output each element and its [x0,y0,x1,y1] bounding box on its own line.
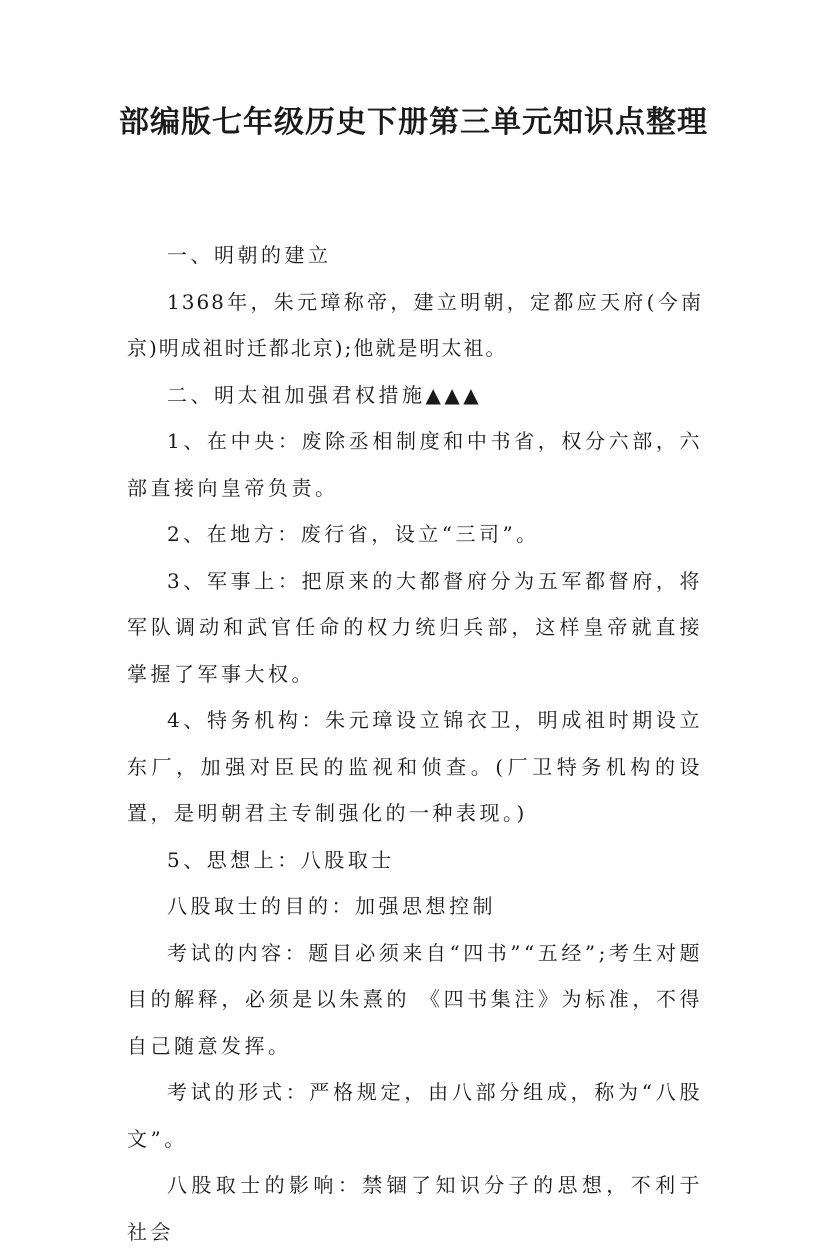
paragraph-military: 3、军事上：把原来的大都督府分为五军都督府，将军队调动和武官任命的权力统归兵部，这样皇帝就直接掌握了军事大权。 [127,568,703,686]
paragraph-exam-content: 考试的内容：题目必须来自“四书”“五经”;考生对题目的解释，必须是以朱熹的 《四书集注》为标准，不得自己随意发挥。 [127,940,703,1058]
document-body [127,232,703,1255]
paragraph-ming-founding: 1368年，朱元璋称帝，建立明朝，定都应天府(今南京)明成祖时迁都北京);他就是明太祖。 [127,289,703,360]
paragraph-local: 2、在地方：废行省，设立“三司”。 [167,522,540,546]
section-heading-1: 一、明朝的建立 [167,243,332,267]
document-title: 部编版七年级历史下册第三单元知识点整理 [119,105,708,140]
section-heading-2: 二、明太祖加强君权措施▲▲▲ [167,382,483,407]
paragraph-ideology: 5、思想上：八股取士 [167,847,395,872]
paragraph-purpose: 八股取士的目的：加强思想控制 [167,894,496,918]
paragraph-exam-form: 考试的形式：严格规定，由八部分组成，称为“八股文”。 [127,1080,703,1151]
paragraph-central: 1、在中央：废除丞相制度和中书省，权分六部，六部直接向皇帝负责。 [127,429,703,500]
paragraph-secret-police: 4、特务机构：朱元璋设立锦衣卫，明成祖时期设立东厂，加强对臣民的监视和侦查。(厂卫特务机构的设置，是明朝君主专制强化的一种表现。) [127,708,703,825]
paragraph-influence: 八股取士的影响：禁锢了知识分子的思想，不利于社会 [127,1173,703,1244]
